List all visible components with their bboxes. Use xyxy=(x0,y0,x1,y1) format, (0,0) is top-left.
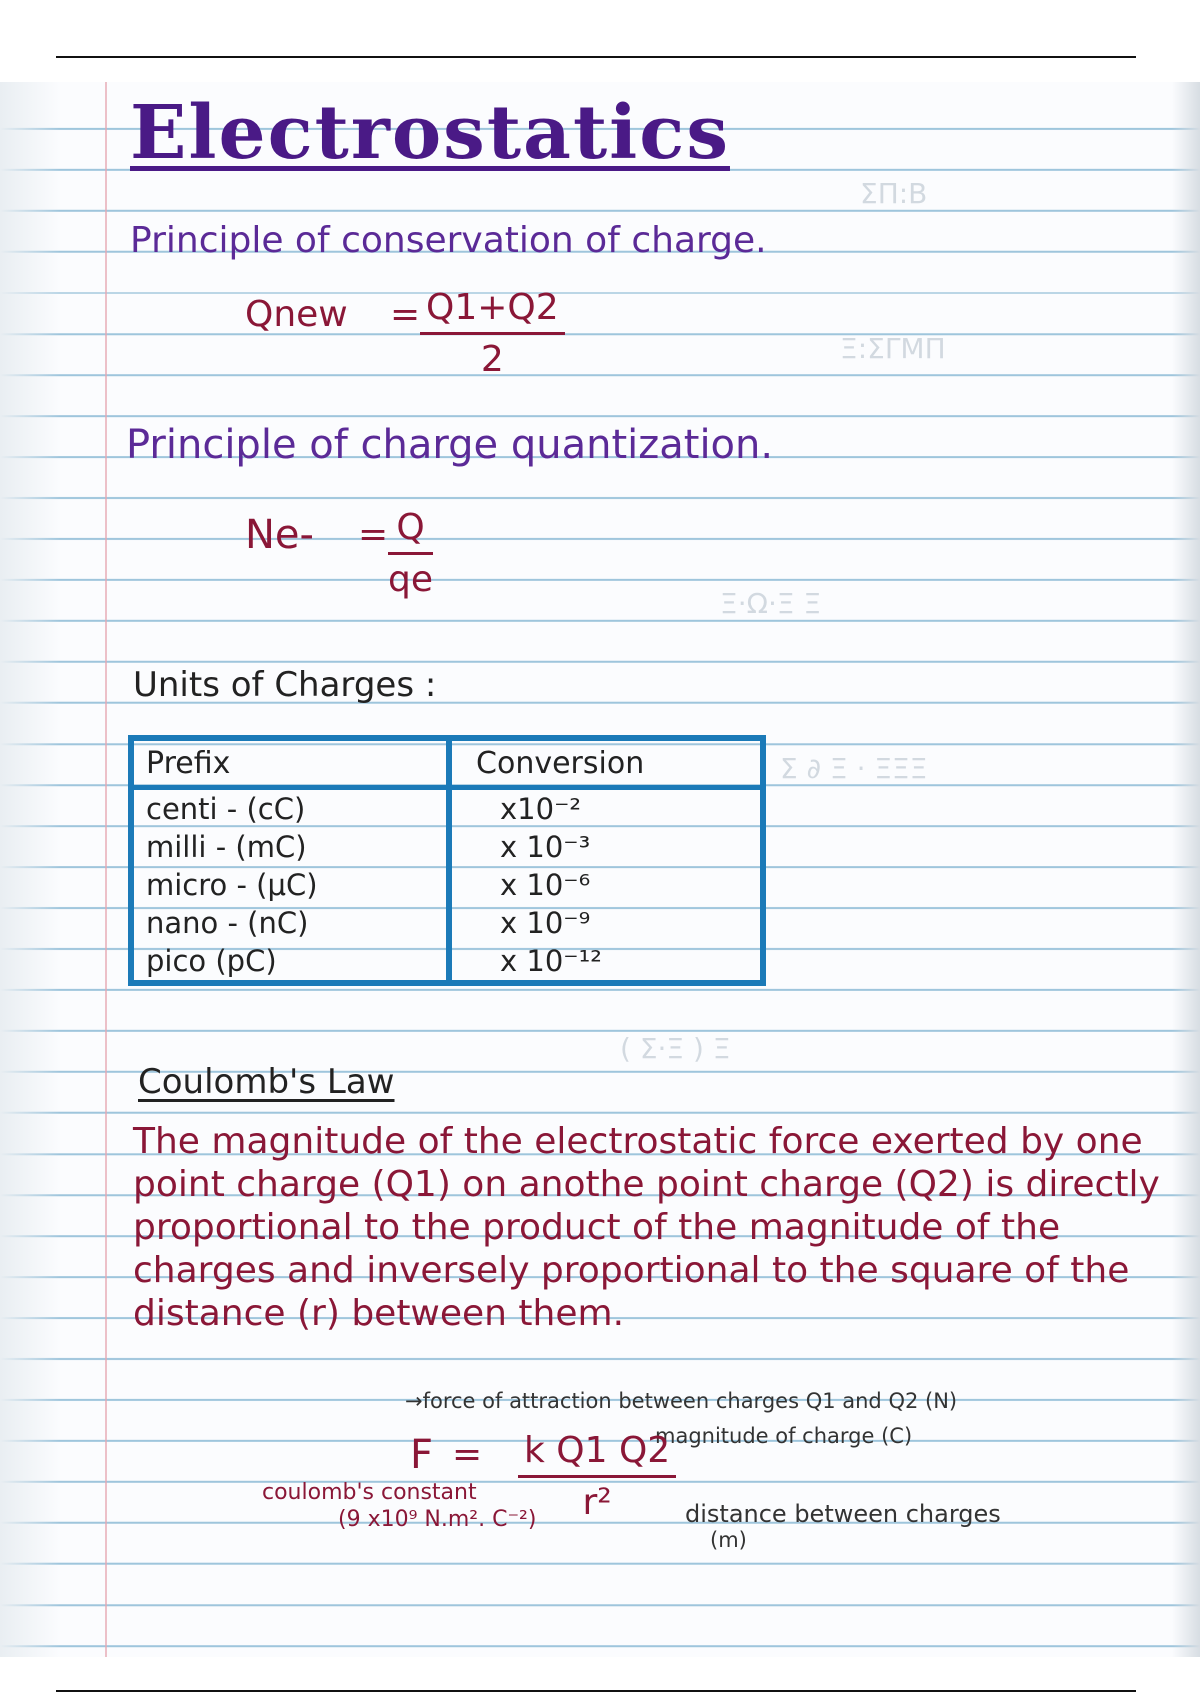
charge-annotation: magnitude of charge (C) xyxy=(655,1424,913,1448)
conservation-denominator: 2 xyxy=(480,339,504,380)
formula-denominator: r² xyxy=(582,1482,612,1523)
quantization-numerator: Q xyxy=(388,507,433,555)
header-conversion: Conversion xyxy=(449,738,763,788)
conversion-cell: x 10⁻³ xyxy=(449,828,763,866)
distance-annotation: distance between charges xyxy=(685,1500,1001,1528)
prefix-cell: micro - (μC) xyxy=(146,868,318,902)
coulomb-heading: Coulomb's Law xyxy=(138,1062,395,1102)
conversion-cell: x10⁻² xyxy=(449,788,763,829)
constant-value: (9 x10⁹ N.m². C⁻²) xyxy=(338,1507,537,1532)
conversion-cell: x 10⁻¹² xyxy=(449,942,763,983)
coulomb-formula-fraction xyxy=(518,1430,676,1523)
formula-numerator: k Q1 Q2 xyxy=(518,1430,676,1478)
bleed-through-text: ΣΠ:Β xyxy=(860,177,928,210)
quantization-denominator: qe xyxy=(388,559,433,600)
quantization-equals: = xyxy=(358,514,389,555)
units-table xyxy=(128,735,766,986)
formula-equals: = xyxy=(452,1434,483,1475)
bleed-through-text: ( Σ·Ξ ) Ξ xyxy=(620,1032,731,1065)
table-row xyxy=(131,828,763,866)
header-prefix: Prefix xyxy=(131,738,449,788)
table-row xyxy=(131,942,763,983)
conservation-equals: = xyxy=(390,294,421,335)
bleed-through-text: Σ ∂ Ξ · ΞΞΞ xyxy=(780,752,928,785)
prefix-cell: milli - (mC) xyxy=(146,830,307,864)
conservation-numerator: Q1+Q2 xyxy=(420,287,565,335)
units-table-header-row xyxy=(131,738,763,788)
margin-line xyxy=(105,82,107,1657)
quantization-fraction xyxy=(388,507,433,600)
distance-unit: (m) xyxy=(710,1528,747,1552)
table-row xyxy=(131,904,763,942)
prefix-cell: centi - (cC) xyxy=(146,792,306,826)
bleed-through-text: Ξ·Ω·Ξ Ξ xyxy=(720,587,822,620)
table-row xyxy=(131,788,763,829)
page-title: Electrostatics xyxy=(130,90,730,176)
quantization-lhs: Ne- xyxy=(245,512,314,558)
force-annotation: →force of attraction between charges Q1 and Q2 (N) xyxy=(405,1389,958,1413)
conservation-fraction xyxy=(420,287,565,380)
table-row xyxy=(131,866,763,904)
conversion-cell: x 10⁻⁹ xyxy=(449,904,763,942)
prefix-cell: pico (pC) xyxy=(146,944,277,978)
coulomb-definition: The magnitude of the electrostatic force exerted by one point charge (Q1) on anothe point charge (Q2) is directly proportional to the product of the magnitude of the charges and inversely proportional to the square of the distance (r) between them. xyxy=(133,1121,1160,1334)
top-rule xyxy=(56,56,1136,58)
notebook-page xyxy=(0,82,1200,1657)
conservation-heading: Principle of conservation of charge. xyxy=(130,220,767,261)
bleed-through-text: Ξ:ΣΓΜΠ xyxy=(840,332,946,365)
bottom-rule xyxy=(56,1690,1136,1692)
conversion-cell: x 10⁻⁶ xyxy=(449,866,763,904)
conservation-lhs: Qnew xyxy=(245,294,348,335)
quantization-heading: Principle of charge quantization. xyxy=(126,422,774,468)
prefix-cell: nano - (nC) xyxy=(146,906,309,940)
constant-annotation: coulomb's constant xyxy=(262,1480,477,1505)
formula-lhs: F xyxy=(410,1432,434,1478)
units-heading: Units of Charges : xyxy=(133,665,437,705)
